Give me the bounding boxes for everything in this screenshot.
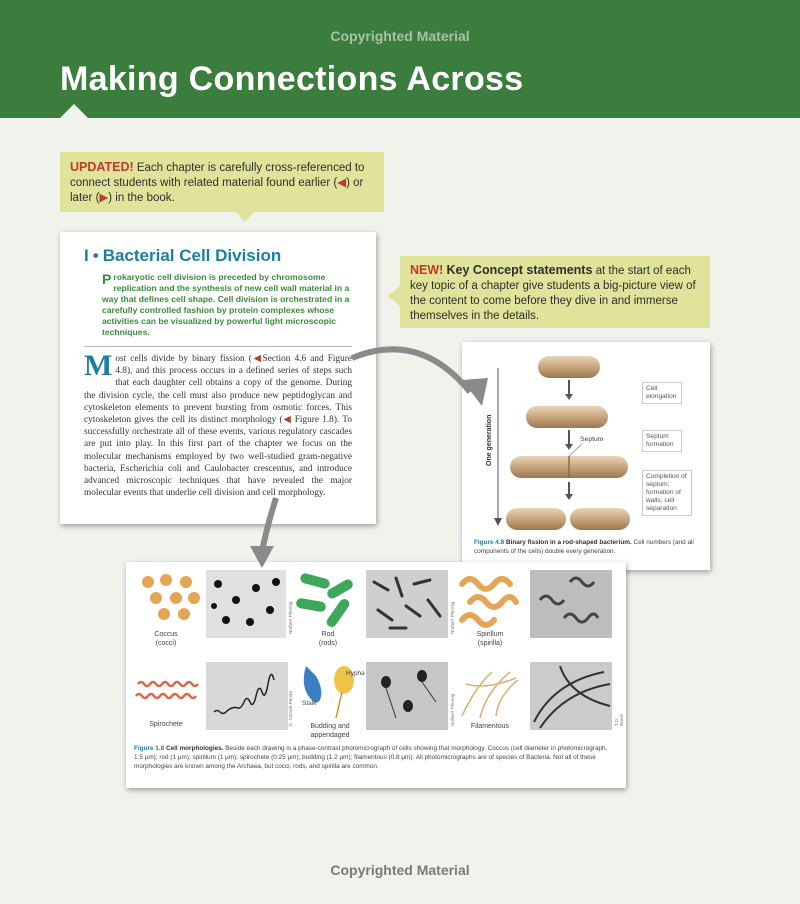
coccus-photo [206,570,286,638]
morph-label-spirochete [136,720,196,729]
back-ref-icon: ◀ [282,415,295,426]
filamentous-photo [530,662,612,730]
summary-dropcap: P [102,271,112,287]
updated-text-b: ) or later ( [70,177,364,204]
key-concept-label: Key Concept statements [446,263,593,277]
septum-label: Septum [580,436,604,443]
watermark-bottom: Copyrighted Material [330,862,470,878]
divider [84,346,352,347]
body-text [84,349,352,499]
body-c: ). To successfully orchestrate all of these events, various regulatory cascades are put into play. In this first part of the chapter we focus on the molecular mechanisms employed by two well-studied gram-negative bacteria, Escherichia coli and Caulobacter crescentus, and introduce advanced microscopic techniques that have revealed the major molecular events that underlie cell division and cell morphology. [84,415,352,499]
caption-num: Figure 1.8 [134,745,165,752]
filamentous-drawing [456,666,526,722]
morph-label-filamentous [460,722,520,731]
bullet-icon: • [92,246,99,265]
morph-sub: (rods) [318,640,338,647]
rod-drawing [292,570,362,636]
cell-1 [538,356,600,378]
back-ref-icon: ◀ [251,354,263,364]
morph-sub: (cocci) [155,640,177,647]
ref-figure: Figure 1.8 [294,415,334,426]
figure-4-8-caption [474,538,700,556]
key-concept-summary [102,272,352,338]
binary-fission-diagram [462,342,710,570]
header-banner [0,0,800,118]
watermark-top: Copyrighted Material [330,28,470,44]
morph-name: Coccus [154,631,178,638]
morph-label-spirillum [460,630,520,648]
generation-axis-label: One generation [486,414,493,466]
body-a: ost cells divide by binary fission ( [115,354,252,364]
caption-bold: Binary fission in a rod-shaped bacterium. [505,539,632,546]
figure-1-8-caption [134,744,618,771]
page-title: Making Connections Across [60,60,524,98]
morph-name: Spirillum [476,631,504,638]
forward-arrow-icon: ▶ [99,192,109,204]
morph-label-coccus [136,630,196,648]
body-dropcap: M [84,349,113,382]
new-tag: NEW! [410,263,444,277]
section-title: Bacterial Cell Division [102,246,282,265]
spirillum-photo [530,570,612,638]
new-text: at the start of each key topic of a chapter give students a big-picture view of the content to come before they dive in and immerse themselves in the details. [410,265,696,322]
caption-text: Beside each drawing is a phase-contrast photomicrograph of cells showing that morphology. Coccus (cell diameter in photomicrograph, 1.5 μm); rod (1 μm); spirillum (1 μm); spirochete (0.25 μm); budding (1.2 μm); filamentous (0.8 μm). All photomicrographs are of species of Bacteria. Not all of these morphologies are known among the Archaea, but cocci, rods, and spirilla are common. [134,745,608,770]
morph-sub: (spirilla) [477,640,503,647]
photo-credit: E. Canale-Parola [288,691,293,726]
photo-credit: Norbert Pfennig [288,601,293,634]
cell-4b [570,508,630,530]
back-arrow-icon: ◀ [337,177,347,189]
figure-1-8-card [126,562,626,788]
photo-credit: Norbert Pfennig [450,601,455,634]
morph-label-budding [298,722,362,740]
summary-text: rokaryotic cell division is preceded by chromosome replication and the synthesis of new cell wall material in a way that defines cell shape. Cell division is orchestrated in a carefully controlled fashion by protein complexes whose activities can be visualized by powerful light microscopic techniques. [102,272,350,337]
morph-label-rod [298,630,358,648]
label-elongation: Cell elongation [642,382,682,404]
section-number: I [84,246,89,265]
morph-name: Budding and [310,723,350,730]
morph-sub: appendaged [310,732,350,739]
spirochete-drawing [132,666,206,716]
caption-text: Cell numbers (and all components of the cells) double every generation. [474,539,694,555]
updated-tag: UPDATED! [70,160,134,174]
figure-4-8-card [462,342,710,570]
header-notch [60,104,88,118]
label-completion: Completion of septum; formation of walls; cell separation [642,470,692,516]
photo-credit: Norbert Pfennig [450,693,455,726]
morph-name: Filamentous [470,723,510,730]
section-heading [84,246,352,266]
photo-credit: T.D. Brock [614,714,624,726]
spirillum-drawing [456,570,526,636]
updated-text-a: Each chapter is carefully cross-referenced to connect students with related material found earlier ( [70,162,365,189]
ref-section: Section 4.6 and Figure 4.8 [115,354,352,377]
caption-num: Figure 4.8 [474,539,505,546]
callout-new [400,256,710,328]
morph-name: Rod [321,631,335,638]
updated-text-c: ) in the book. [108,192,175,204]
budding-photo [366,662,448,730]
label-septum-formation: Septum formation [642,430,682,452]
body-b: ), and this process occurs in a defined series of steps such that each daughter cell obtains a copy of the genome. During the division cycle, the cell must also produce new peptidoglycan and cytoskeleton elements to prevent bursting from osmotic forces. This cytoskeleton gives the cell its distinct morphology ( [84,366,352,426]
section-card [60,232,376,524]
cell-4a [506,508,566,530]
caption-bold: Cell morphologies. [165,745,224,752]
cell-2 [526,406,608,428]
hypha-label: Hypha [346,670,365,677]
coccus-drawing [134,570,208,636]
morph-name: Spirochete [149,721,183,728]
callout-updated [60,152,384,212]
stalk-label: Stalk [302,700,317,707]
spirochete-photo [206,662,288,730]
rod-photo [366,570,448,638]
